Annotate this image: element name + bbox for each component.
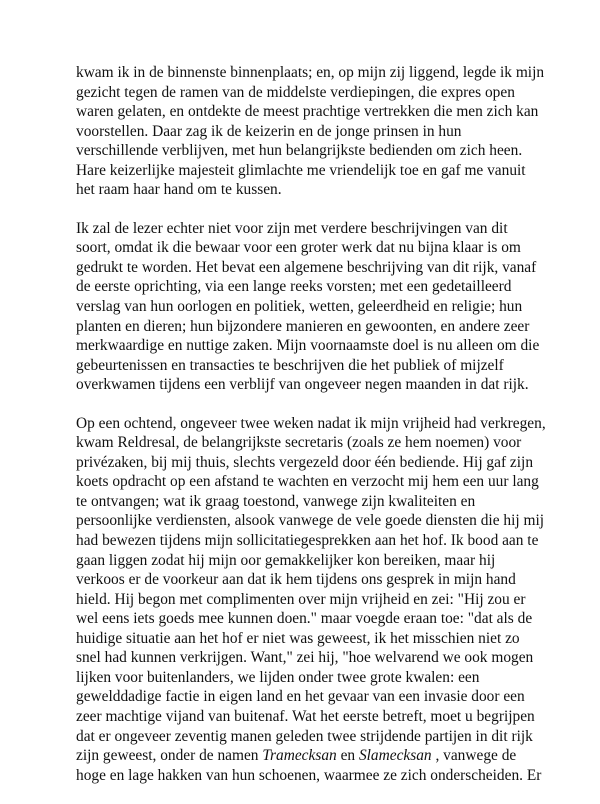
- text-segment: kwam ik in de binnenste binnenplaats; en, op mijn zij liggend, legde ik mijn: [76, 64, 545, 81]
- text-line: [76, 258, 536, 278]
- text-line: [76, 551, 536, 571]
- text-line: [76, 414, 546, 434]
- text-line: [76, 746, 536, 766]
- text-line: [76, 590, 536, 610]
- text-line: [76, 238, 536, 258]
- text-segment: wel eens iets goeds mee kunnen doen." maar voegde eraan toe: "dat als de: [76, 610, 533, 628]
- text-line: [76, 277, 536, 297]
- text-segment: gebeurtenissen en transacties te beschrijven die het publiek of mijzelf: [76, 356, 504, 374]
- text-line: [76, 161, 536, 181]
- paragraph-3: [76, 414, 546, 785]
- text-segment: gezicht tegen de ramen van de middelste verdiepingen, die expres open: [76, 83, 515, 101]
- text-segment: zijn geweest, onder de namen: [76, 747, 263, 765]
- text-segment: Hare keizerlijke majesteit glimlachte me vriendelijk toe en gaf me vanuit: [76, 161, 526, 179]
- text-line: [76, 317, 536, 337]
- body-text: [76, 63, 546, 804]
- text-segment: lijken voor buitenlanders, we lijden onder twee grote kwalen: een: [76, 668, 480, 686]
- text-line: [76, 531, 539, 551]
- text-line: [76, 102, 539, 122]
- text-line: [76, 336, 540, 356]
- text-line: [76, 707, 536, 727]
- text-line: [76, 453, 536, 473]
- text-line: [76, 687, 536, 707]
- text-segment: soort, omdat ik die bewaar voor een groter werk dat nu bijna klaar is om: [76, 239, 521, 257]
- text-line: [76, 629, 536, 649]
- text-segment: privézaken, bij mij thuis, slechts vergezeld door één bediende. Hij gaf zijn: [76, 453, 534, 471]
- text-line: [76, 63, 545, 83]
- text-segment: waren gelaten, en ontdekte de meest prachtige vertrekken die men zich kan: [76, 103, 539, 121]
- text-line: [76, 648, 536, 668]
- text-segment: verschillende verblijven, met hun belangrijkste bedienden om zich heen.: [76, 142, 523, 160]
- text-line: [76, 609, 536, 629]
- text-segment: huidige situatie aan het hof er niet was geweest, ik het misschien niet zo: [76, 629, 520, 647]
- text-segment: gewelddadige factie in eigen land en het gevaar van een invasie door een: [76, 688, 525, 706]
- text-segment: zeer machtige vijand van buitenaf. Wat het eerste betreft, moet u begrijpen: [76, 707, 535, 725]
- text-line: [76, 511, 544, 531]
- text-segment: gaan liggen zodat hij mijn oor gemakkelijker kon bereiken, maar hij: [76, 551, 496, 569]
- text-line: [76, 727, 536, 747]
- text-segment: koets opdracht op een afstand te wachten en verzocht mij hem een uur lang: [76, 473, 539, 491]
- text-segment: merkwaardige en nuttige zaken. Mijn voornaamste doel is nu alleen om die: [76, 337, 540, 355]
- paragraph-2: [76, 219, 540, 395]
- text-line: [76, 219, 536, 239]
- text-line: [76, 766, 542, 786]
- text-segment: hoge en lage hakken van hun schoenen, waarmee ze zich onderscheiden. Er: [76, 766, 542, 784]
- text-line: [76, 356, 536, 376]
- text-segment: en: [336, 747, 359, 765]
- text-segment: hield. Hij begon met complimenten over mijn vrijheid en zei: "Hij zou er: [76, 590, 526, 608]
- text-segment: de eerste oprichting, via een lange reeks vorsten; met een gedetailleerd: [76, 278, 512, 296]
- paragraph-1: [76, 63, 545, 200]
- text-line: [76, 668, 536, 688]
- text-segment: Op een ochtend, ongeveer twee weken nadat ik mijn vrijheid had verkregen,: [76, 414, 546, 432]
- text-segment: kwam Reldresal, de belangrijkste secretaris (zoals ze hem noemen) voor: [76, 434, 522, 452]
- text-segment: dat er ongeveer zeventig manen geleden twee strijdende partijen in dit rijk: [76, 727, 533, 745]
- text-segment: voorstellen. Daar zag ik de keizerin en de jonge prinsen in hun: [76, 122, 462, 140]
- text-segment: gedrukt te worden. Het bevat een algemene beschrijving van dit rijk, vanaf: [76, 258, 537, 276]
- text-segment: persoonlijke verdiensten, alsook vanwege de vele goede diensten die hij mij: [76, 512, 544, 530]
- text-segment: verslag van hun oorlogen en politiek, wetten, geleerdheid en religie; hun: [76, 298, 523, 316]
- text-line: [76, 492, 536, 512]
- text-line: [76, 180, 536, 200]
- text-segment: overkwamen tijdens een verblijf van ongeveer negen maanden in dat rijk.: [76, 376, 529, 394]
- text-line: [76, 472, 539, 492]
- text-segment: te ontvangen; wat ik graag toestond, vanwege zijn kwaliteiten en: [76, 492, 476, 510]
- text-segment: , vanwege de: [431, 747, 517, 765]
- text-segment: Ik zal de lezer echter niet voor zijn met verdere beschrijvingen van dit: [76, 219, 508, 237]
- text-line: [76, 83, 536, 103]
- text-segment: verkoos er de voorkeur aan dat ik hem tijdens ons gesprek in mijn hand: [76, 571, 516, 589]
- text-line: [76, 122, 536, 142]
- text-line: [76, 375, 536, 395]
- text-segment: snel had kunnen verkrijgen. Want," zei hij, "hoe welvarend we ook mogen: [76, 649, 534, 667]
- text-segment: het raam haar hand om te kussen.: [76, 181, 282, 199]
- text-segment: planten en dieren; hun bijzondere manieren en gewoonten, en andere zeer: [76, 317, 530, 335]
- text-line: [76, 141, 536, 161]
- text-line: [76, 297, 536, 317]
- italic-name: Tramecksan: [262, 747, 337, 765]
- text-line: [76, 433, 536, 453]
- text-line: [76, 570, 536, 590]
- text-segment: had bewezen tijdens mijn sollicitatiegesprekken aan het hof. Ik bood aan te: [76, 532, 539, 550]
- italic-name: Slamecksan: [358, 747, 432, 765]
